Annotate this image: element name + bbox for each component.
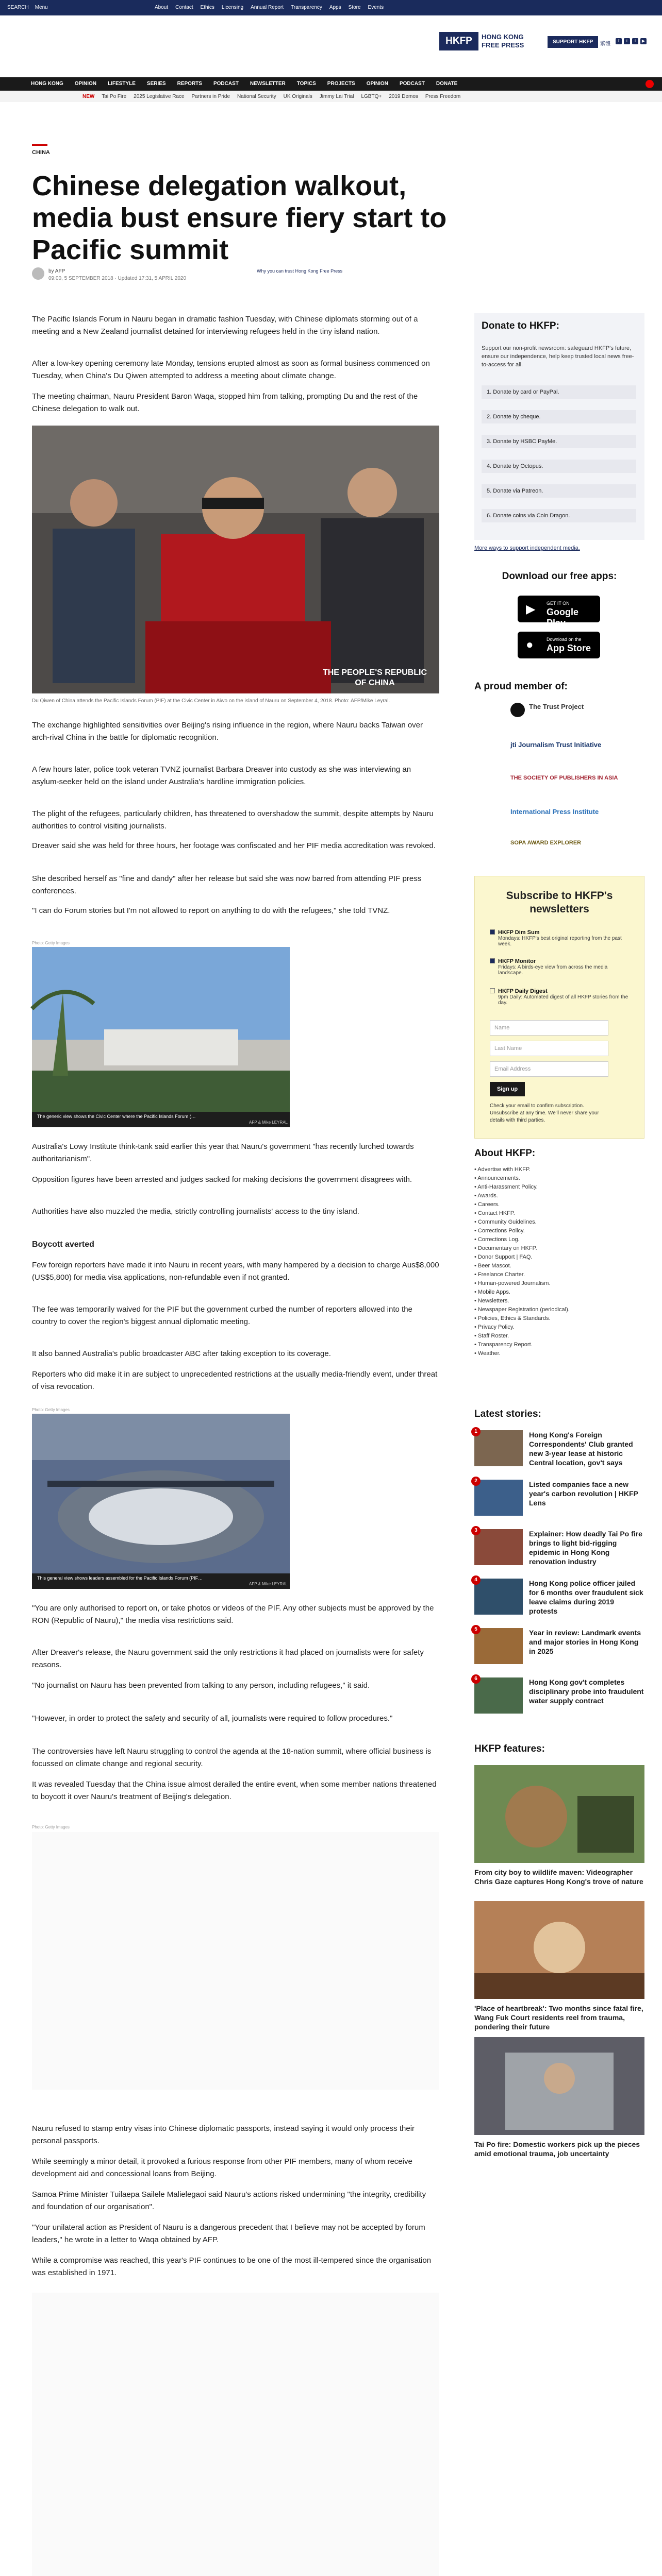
category-rule: [32, 144, 47, 146]
paragraph: While seemingly a minor detail, it provoked a furious response from other PIF members, many of whom receive development aid and concessional loans from Beijing.: [32, 2157, 412, 2178]
paragraph: After a low-key opening ceremony late Monday, tensions erupted almost as soon as formal business commenced on Tuesday, when China's Du Qiwen attempted to address a meeting about climate change.: [32, 359, 430, 380]
paragraph: Authorities have also muzzled the media, strictly controlling journalists' access to the tiny island.: [32, 1207, 359, 1216]
story-title: Year in review: Landmark events and major stories in Hong Kong in 2025: [529, 1629, 641, 1655]
story-number: 6: [471, 1674, 481, 1684]
trending-link[interactable]: National Security: [237, 94, 276, 99]
story-thumbnail: [474, 1529, 523, 1565]
trending-link[interactable]: Jimmy Lai Trial: [319, 94, 354, 99]
paragraph: "Your unilateral action as President of Nauru is a dangerous precedent that I believe may not be accepted by forum leaders," he wrote in a letter to Waqa obtained by AFP.: [32, 2223, 425, 2244]
story-number: 3: [471, 1526, 481, 1535]
latest-story[interactable]: [474, 1529, 644, 1567]
search-link[interactable]: SEARCH: [7, 5, 29, 10]
menu-link[interactable]: Menu: [35, 5, 48, 10]
checkbox[interactable]: [490, 988, 495, 993]
photo-credit: Photo: Getty Images: [32, 941, 70, 945]
sopa-award-logo[interactable]: SOPA AWARD EXPLORER: [510, 840, 582, 846]
site-logo[interactable]: HKFP: [439, 32, 478, 50]
nav-item[interactable]: PROJECTS: [327, 81, 355, 87]
sopa-logo[interactable]: THE SOCIETY OF PUBLISHERS IN ASIA: [510, 775, 618, 781]
about-link[interactable]: • Careers.: [474, 1201, 500, 1208]
story-title: Listed companies face a new year's carbon revolution | HKFP Lens: [529, 1480, 638, 1507]
about-link[interactable]: • Anti-Harassment Policy.: [474, 1184, 538, 1190]
donate-option[interactable]: 5. Donate via Patreon.: [482, 484, 636, 498]
utility-link[interactable]: Ethics: [200, 5, 214, 10]
story-number: 4: [471, 1575, 481, 1585]
site-name: HONG KONG FREE PRESS: [482, 33, 524, 49]
paragraph: Australia's Lowy Institute think-tank said earlier this year that Nauru's government "has recently lurched towards authoritarianism".: [32, 1142, 414, 1163]
newsletter-option[interactable]: HKFP Daily Digest 9pm Daily: Automated digest of all HKFP stories from the day.: [490, 988, 629, 1006]
ad-slot: [32, 1832, 439, 2090]
checkbox[interactable]: [490, 958, 495, 963]
about-link[interactable]: • Newsletters.: [474, 1298, 509, 1304]
ipi-logo[interactable]: International Press Institute: [510, 808, 599, 816]
utility-link[interactable]: Licensing: [221, 5, 244, 10]
donate-option[interactable]: 2. Donate by cheque.: [482, 410, 636, 423]
google-play-icon: ▶: [526, 602, 536, 616]
about-link[interactable]: • Documentary on HKFP.: [474, 1245, 537, 1251]
section-heading: Boycott averted: [32, 1240, 94, 1249]
embed-caption: This general view shows leaders assembled for the Pacific Islands Forum (PIF…: [37, 1575, 203, 1581]
latest-story[interactable]: [474, 1480, 644, 1518]
about-link[interactable]: • Awards.: [474, 1193, 498, 1199]
nav-item[interactable]: NEWSLETTER: [250, 81, 286, 87]
apps-title: Download our free apps:: [502, 571, 617, 582]
feature-image: [474, 1901, 644, 1999]
trust-project-logo[interactable]: The Trust Project: [510, 703, 624, 725]
paragraph: The meeting chairman, Nauru President Baron Waqa, stopped him from talking, prompting Du and the rest of the Chinese delegation to walk out.: [32, 392, 418, 413]
donate-text[interactable]: Support our non-profit newsroom: safeguard HKFP's future, ensure our independence, help keep trusted local news free-to-access for all.: [482, 345, 634, 368]
trending-link[interactable]: Partners in Pride: [191, 94, 230, 99]
nav-item[interactable]: HONG KONG: [31, 81, 63, 87]
newsletter-option[interactable]: HKFP Monitor Fridays: A birds-eye view from across the media landscape.: [490, 958, 629, 976]
latest-story[interactable]: [474, 1628, 644, 1666]
story-thumbnail: [474, 1480, 523, 1516]
latest-title: Latest stories:: [474, 1409, 541, 1419]
about-link[interactable]: • Beer Mascot.: [474, 1263, 511, 1269]
story-number: 5: [471, 1625, 481, 1634]
trust-link[interactable]: Why you can trust Hong Kong Free Press: [257, 268, 343, 274]
about-link[interactable]: • Contact HKFP.: [474, 1210, 515, 1216]
utility-link[interactable]: About: [155, 5, 169, 10]
donate-option[interactable]: 6. Donate coins via Coin Dragon.: [482, 509, 636, 522]
paragraph: The exchange highlighted sensitivities over Beijing's rising influence in the region, where Nauru backs Taiwan over arch-rival China in the battle for diplomatic recognition.: [32, 721, 423, 742]
utility-links: [155, 5, 384, 10]
about-title: About HKFP:: [474, 1148, 536, 1159]
utility-link[interactable]: Apps: [329, 5, 341, 10]
nav-item[interactable]: DONATE: [436, 81, 458, 87]
story-number: 2: [471, 1477, 481, 1486]
feature-card[interactable]: [474, 2037, 644, 2158]
paragraph: After Dreaver's release, the Nauru government said the only restrictions it had placed on journalists were for safety reasons.: [32, 1648, 424, 1669]
nav-item[interactable]: TOPICS: [296, 81, 316, 87]
about-link[interactable]: • Newspaper Registration (periodical).: [474, 1307, 570, 1313]
publish-date: 09:00, 5 SEPTEMBER 2018 · Updated 17:31, 5 APRIL 2020: [48, 276, 187, 281]
embed-source: AFP & Mike LEYRAL: [249, 1582, 288, 1586]
trending-link[interactable]: Press Freedom: [425, 94, 461, 99]
paragraph: "However, in order to protect the safety and security of all, journalists were required to follow procedures.": [32, 1714, 393, 1723]
photo-nameplate: THE PEOPLE'S REPUBLIC OF CHINA: [322, 668, 427, 687]
more-ways-link[interactable]: More ways to support independent media.: [474, 545, 580, 551]
article-title: Chinese delegation walkout, media bust ensure fiery start to Pacific summit: [32, 171, 447, 265]
paragraph: Opposition figures have been arrested and judges sacked for making decisions the government disagrees with.: [32, 1175, 412, 1184]
nav-item[interactable]: PODCAST: [399, 81, 425, 87]
feature-title: From city boy to wildlife maven: Videographer Chris Gaze captures Hong Kong's trove of nature: [474, 1868, 643, 1886]
utility-link[interactable]: Annual Report: [251, 5, 284, 10]
paragraph: Reporters who did make it in are subject to unprecedented restrictions at the usually media-friendly event, under threat of visa revocation.: [32, 1370, 438, 1391]
feature-title: Tai Po fire: Domestic workers pick up the pieces amid emotional trauma, job uncertainty: [474, 2140, 640, 2158]
nav-item[interactable]: OPINION: [74, 81, 97, 87]
story-title: Hong Kong's Foreign Correspondents' Club granted new 3-year lease at historic Central location, gov't says: [529, 1431, 633, 1467]
latest-story[interactable]: [474, 1677, 644, 1716]
nav-item[interactable]: LIFESTYLE: [108, 81, 136, 87]
member-title: A proud member of:: [474, 681, 568, 692]
latest-story[interactable]: [474, 1579, 644, 1617]
article-photo-1: [32, 426, 439, 693]
about-link[interactable]: • Mobile Apps.: [474, 1289, 510, 1295]
google-play-badge[interactable]: ▶ GET IT ON Google Play: [518, 596, 600, 622]
apple-icon: ●: [526, 638, 534, 652]
paragraph: A few hours later, police took veteran TVNZ journalist Barbara Dreaver into custody as she was interviewing an asylum-seeker held on the island under Australia's hardline immigration policies.: [32, 765, 411, 786]
new-badge: NEW: [82, 94, 95, 99]
feature-image: [474, 1765, 644, 1863]
about-link[interactable]: • Freelance Charter.: [474, 1272, 525, 1278]
jti-logo[interactable]: jti Journalism Trust Initiative: [510, 741, 602, 749]
paragraph: The controversies have left Nauru struggling to control the agenda at the 18-nation summit, where official business is focussed on climate change and regional security.: [32, 1747, 432, 1768]
photo-caption: Du Qiwen of China attends the Pacific Islands Forum (PIF) at the Civic Center in Aiwo on the island of Nauru on September 4, 2018. Photo: AFP/Mike Leyral.: [32, 698, 390, 704]
photo-credit: Photo: Getty Images: [32, 1825, 70, 1829]
checkbox[interactable]: [490, 929, 495, 935]
trending-bar: [0, 91, 662, 102]
paragraph: It was revealed Tuesday that the China issue almost derailed the entire event, when some member nations threatened to boycott it over Nauru's treatment of Beijing's delegation.: [32, 1780, 437, 1801]
article-photo-3[interactable]: [32, 1414, 290, 1589]
about-link[interactable]: • Corrections Policy.: [474, 1228, 525, 1234]
paragraph: While a compromise was reached, this year's PIF continues to be one of the most ill-tempered since the organisation was established in 1971.: [32, 2256, 432, 2277]
nav-item[interactable]: REPORTS: [177, 81, 202, 87]
story-thumbnail: [474, 1430, 523, 1466]
donate-title: Donate to HKFP:: [482, 320, 559, 331]
about-link[interactable]: • Corrections Log.: [474, 1236, 520, 1243]
story-title: Hong Kong gov't completes disciplinary probe into fraudulent water supply contract: [529, 1678, 644, 1705]
story-title: Hong Kong police officer jailed for 6 months over fraudulent sick leave claims during 2019 protests: [529, 1579, 643, 1615]
trending-link[interactable]: 2025 Legislative Race: [134, 94, 185, 99]
newsletter-note: Check your email to confirm subscription. Unsubscribe at any time. We'll never share your details with third parties.: [490, 1103, 599, 1123]
about-link[interactable]: • Donor Support | FAQ.: [474, 1254, 533, 1260]
about-link[interactable]: • Community Guidelines.: [474, 1219, 537, 1225]
feature-card[interactable]: [474, 1765, 644, 1886]
paragraph: The Pacific Islands Forum in Nauru began in dramatic fashion Tuesday, with Chinese diplomats storming out of a meeting and a New Zealand journalist detained for interviewing refugees held in the tiny island nation.: [32, 315, 418, 336]
paragraph: Samoa Prime Minister Tuilaepa Sailele Malielegaoi said Nauru's actions risked undermining "the integrity, credibility and foundation of our organisation".: [32, 2190, 426, 2211]
embed-caption: The generic view shows the Civic Center where the Pacific Islands Forum (…: [37, 1114, 196, 1119]
about-link[interactable]: • Policies, Ethics & Standards.: [474, 1315, 551, 1321]
latest-story[interactable]: [474, 1430, 644, 1468]
search-icon[interactable]: [646, 80, 654, 88]
about-link[interactable]: • Announcements.: [474, 1175, 520, 1181]
story-number: 1: [471, 1427, 481, 1436]
utility-link[interactable]: Store: [348, 5, 361, 10]
nav-item[interactable]: SERIES: [146, 81, 166, 87]
paragraph: It also banned Australia's public broadcaster ABC after taking exception to its coverage.: [32, 1349, 331, 1358]
story-title: Explainer: How deadly Tai Po fire brings to light bid-rigging epidemic in Hong Kong renovation industry: [529, 1530, 642, 1566]
trending-link[interactable]: Tai Po Fire: [102, 94, 127, 99]
about-link[interactable]: • Transparency Report.: [474, 1342, 533, 1348]
about-link[interactable]: • Staff Roster.: [474, 1333, 509, 1339]
twitter-icon[interactable]: t: [624, 38, 630, 44]
paragraph: She described herself as "fine and dandy" after her release but said she was now barred from attending PIF press conferences.: [32, 874, 422, 895]
paragraph: "No journalist on Nauru has been prevented from talking to any person, including refugees," it said.: [32, 1681, 370, 1690]
youtube-icon[interactable]: ▶: [640, 38, 647, 44]
newsletter-option[interactable]: HKFP Dim Sum Mondays: HKFP's best original reporting from the past week.: [490, 929, 629, 947]
instagram-icon[interactable]: i: [632, 38, 638, 44]
features-title: HKFP features:: [474, 1743, 545, 1754]
utility-link[interactable]: Events: [368, 5, 384, 10]
feature-image: [474, 2037, 644, 2135]
author-name[interactable]: by AFP: [48, 268, 65, 274]
first-name-input[interactable]: Name: [490, 1020, 608, 1036]
paragraph: "You are only authorised to report on, or take photos or videos of the PIF. Any other subjects must be approved by the RON (Republic of Nauru)," the media visa restrictions said.: [32, 1604, 434, 1625]
embed-source: AFP & Mike LEYRAL: [249, 1120, 288, 1125]
feature-card[interactable]: [474, 1901, 644, 2031]
utility-link[interactable]: Transparency: [291, 5, 322, 10]
feature-title: 'Place of heartbreak': Two months since fatal fire, Wang Fuk Court residents reel from trauma, pondering their future: [474, 2004, 643, 2031]
author-avatar: [32, 267, 44, 280]
about-link[interactable]: • Weather.: [474, 1350, 501, 1357]
support-button[interactable]: SUPPORT HKFP: [548, 36, 598, 48]
ad-slot: [32, 2293, 439, 2576]
paragraph: Dreaver said she was held for three hours, her footage was confiscated and her PIF media accreditation was revoked.: [32, 841, 436, 850]
about-link[interactable]: • Advertise with HKFP.: [474, 1166, 531, 1173]
utility-bar: [0, 0, 662, 15]
trending-link[interactable]: 2019 Demos: [389, 94, 418, 99]
last-name-input[interactable]: Last Name: [490, 1041, 608, 1056]
story-thumbnail: [474, 1677, 523, 1714]
paragraph: "I can do Forum stories but I'm not allowed to report on anything to do with the refugees," she told TVNZ.: [32, 906, 390, 915]
email-input[interactable]: Email Address: [490, 1061, 608, 1077]
trending-link[interactable]: UK Originals: [283, 94, 312, 99]
nav-item[interactable]: PODCAST: [213, 81, 239, 87]
article-photo-2[interactable]: [32, 947, 290, 1127]
story-thumbnail: [474, 1628, 523, 1664]
donate-option[interactable]: 4. Donate by Octopus.: [482, 460, 636, 473]
paragraph: Nauru refused to stamp entry visas into Chinese diplomatic passports, instead saying it would only process their personal passports.: [32, 2124, 415, 2145]
about-link[interactable]: • Human-powered Journalism.: [474, 1280, 551, 1286]
signup-button[interactable]: Sign up: [490, 1082, 525, 1096]
donate-option[interactable]: 3. Donate by HSBC PayMe.: [482, 435, 636, 448]
language-link[interactable]: 繁體: [600, 41, 610, 47]
main-nav: [0, 77, 662, 91]
category-label[interactable]: CHINA: [32, 149, 50, 156]
app-store-badge[interactable]: ● Download on the App Store: [518, 632, 600, 658]
paragraph: The fee was temporarily waived for the PIF but the government curbed the number of reporters allowed into the country to cover the region's biggest annual diplomatic meeting.: [32, 1305, 412, 1326]
newsletter-title: Subscribe to HKFP's newsletters: [506, 890, 613, 915]
about-links: [474, 1165, 644, 1358]
photo-credit: Photo: Getty Images: [32, 1408, 70, 1412]
trending-link[interactable]: LGBTQ+: [361, 94, 382, 99]
nav-item[interactable]: OPINION: [366, 81, 388, 87]
paragraph: Few foreign reporters have made it into Nauru in recent years, with many hampered by a decision to charge Aus$8,000 (US$5,800) for media visa applications, non-refundable even if not granted.: [32, 1261, 439, 1282]
story-thumbnail: [474, 1579, 523, 1615]
paragraph: The plight of the refugees, particularly children, has threatened to overshadow the summit, despite attempts by Nauru authorities to control visiting journalists.: [32, 809, 434, 831]
about-link[interactable]: • Privacy Policy.: [474, 1324, 515, 1330]
donate-option[interactable]: 1. Donate by card or PayPal.: [482, 385, 636, 399]
facebook-icon[interactable]: f: [616, 38, 622, 44]
utility-link[interactable]: Contact: [175, 5, 193, 10]
